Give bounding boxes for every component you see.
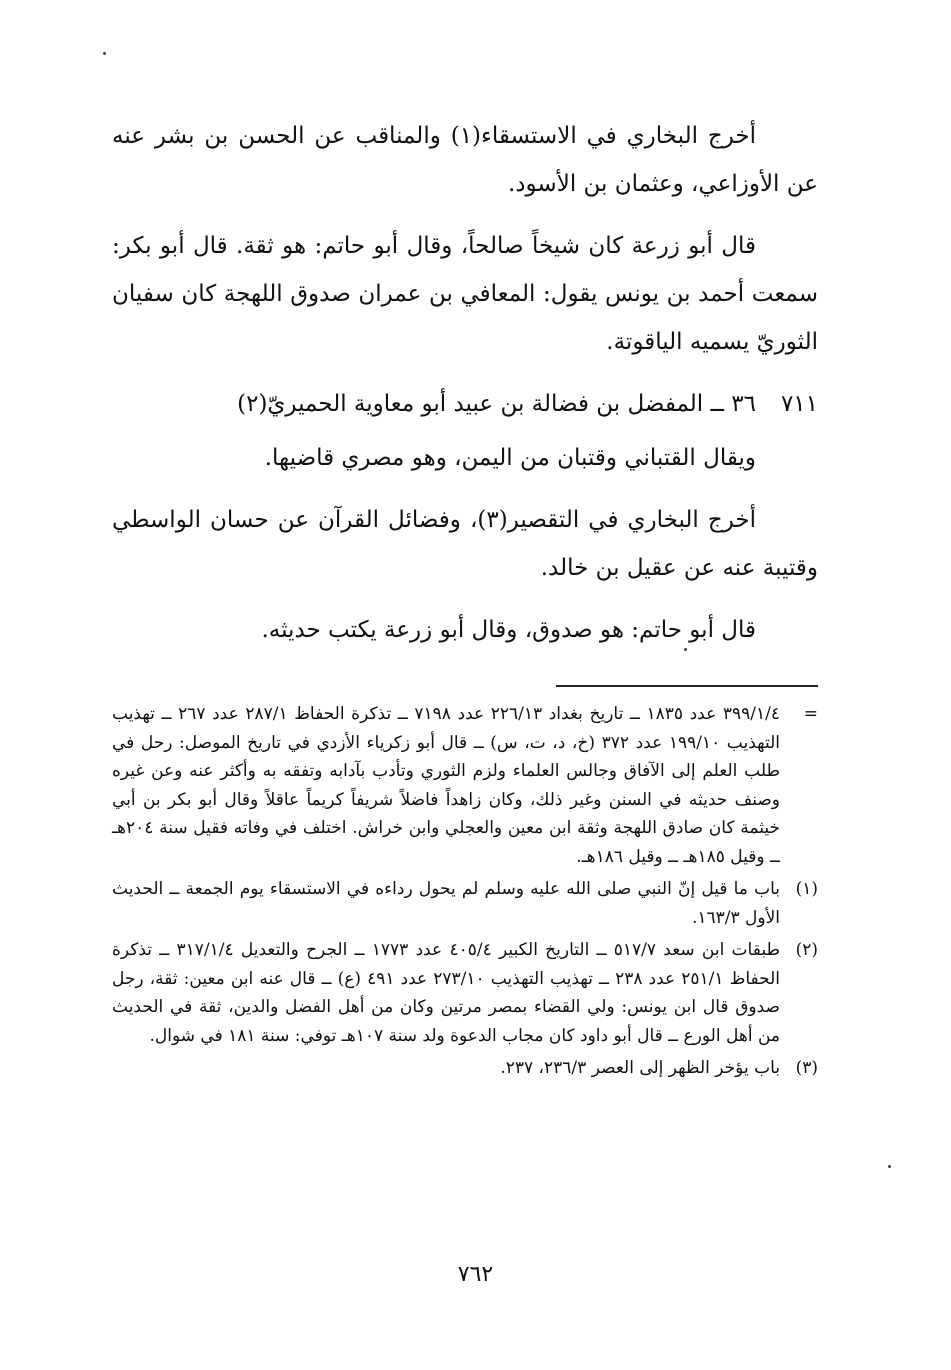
page-number: ٧٦٢ <box>457 1262 494 1287</box>
entry-heading <box>112 380 818 428</box>
footnote-1 <box>112 875 818 932</box>
footnote-mark: (٢) <box>795 940 818 960</box>
paragraph-bukhari-taqsir: أخرج البخاري في التقصير(٣)، وفضائل القرآن عن حسان الواسطي وقتيبة عنه عن عقيل بن خالد. <box>112 507 818 581</box>
paragraph-abu-hatim: قال أبو حاتم: هو صدوق، وقال أبو زرعة يكتب حديثه. <box>261 617 756 643</box>
footnote-3 <box>112 1054 818 1083</box>
footnote-mark: = <box>803 704 818 724</box>
footnote-text: طبقات ابن سعد ٥١٧/٧ ــ التاريخ الكبير ٤٠٥/٤ عدد ١٧٧٣ ــ الجرح والتعديل ٣١٧/١/٤ ــ تذكرة الحفاظ ٢٥١/١ عدد ٢٣٨ ــ تهذيب التهذيب ٢٧٣/١٠ عدد ٤٩١ (ع) ــ قال عنه ابن معين: ثقة، رجل صدوق قال ابن يونس: ولي القضاء بمصر مرتين وكان من أهل الفضل والدين، ثقة في الحديث من أهل الورع ــ قال أبو داود كان مجاب الدعوة ولد سنة ١٠٧هـ توفي: سنة ١٨١ في شوال. <box>112 940 780 1046</box>
scan-speck <box>888 1165 891 1168</box>
paragraph-bukhari-istisqa: أخرج البخاري في الاستسقاء(١) والمناقب عن الحسن بن بشر عنه عن الأوزاعي، وعثمان بن الأسود. <box>112 123 818 197</box>
entry-title: ٣٦ ــ المفضل بن فضالة بن عبيد أبو معاوية الحميريّ(٢) <box>237 391 756 417</box>
paragraph-abu-zura: قال أبو زرعة كان شيخاً صالحاً، وقال أبو حاتم: هو ثقة. قال أبو بكر: سمعت أحمد بن يونس يقول: المعافي بن عمران صدوق اللهجة كان سفيان الثوريّ يسميه الياقوتة. <box>112 233 818 355</box>
footnote-text: باب ما قيل إنّ النبي صلى الله عليه وسلم لم يحول رداءه في الاستسقاء يوم الجمعة ــ الحديث الأول ١٦٣/٣. <box>112 879 781 928</box>
footnote-text: ٣٩٩/١/٤ عدد ١٨٣٥ ــ تاريخ بغداد ٢٢٦/١٣ عدد ٧١٩٨ ــ تذكرة الحفاظ ٢٨٧/١ عدد ٢٦٧ ــ تهذيب التهذيب ١٩٩/١٠ عدد ٣٧٢ (خ، د، ت، س) ــ قال أبو زكرياء الأزدي في تاريخ الموصل: رحل في طلب العلم إلى الآفاق وجالس العلماء ولزم الثوري وتأدب بآدابه وتفقه به وأكثر عنه وعن غيره وصنف حديثه في السنن وغير ذلك، وكان زاهداً فاضلاً شريفاً كريماً عاقلاً وقال أبو بكر بن أبي خيثمة كان صادق اللهجة وثقة ابن معين والعجلي وابن خراش. اختلف في وفاته فقيل سنة ٢٠٤هـ ــ وقيل ١٨٥هـ ــ وقيل ١٨٦هـ. <box>112 704 780 867</box>
scan-speck <box>103 52 106 55</box>
footnote-continued <box>112 700 818 871</box>
entry-number: ٧١١ <box>780 391 818 417</box>
scan-speck <box>684 648 687 651</box>
footnote-mark: (١) <box>795 879 818 899</box>
main-text <box>112 112 818 668</box>
footnote-separator <box>556 685 818 687</box>
entry-subtitle: ويقال القتباني وقتبان من اليمن، وهو مصري قاضيها. <box>264 445 756 471</box>
footnote-text: باب يؤخر الظهر إلى العصر ٢٣٦/٣، ٢٣٧. <box>500 1058 780 1078</box>
footnote-2 <box>112 936 818 1050</box>
footnotes <box>112 700 818 1087</box>
footnote-mark: (٣) <box>795 1058 818 1078</box>
